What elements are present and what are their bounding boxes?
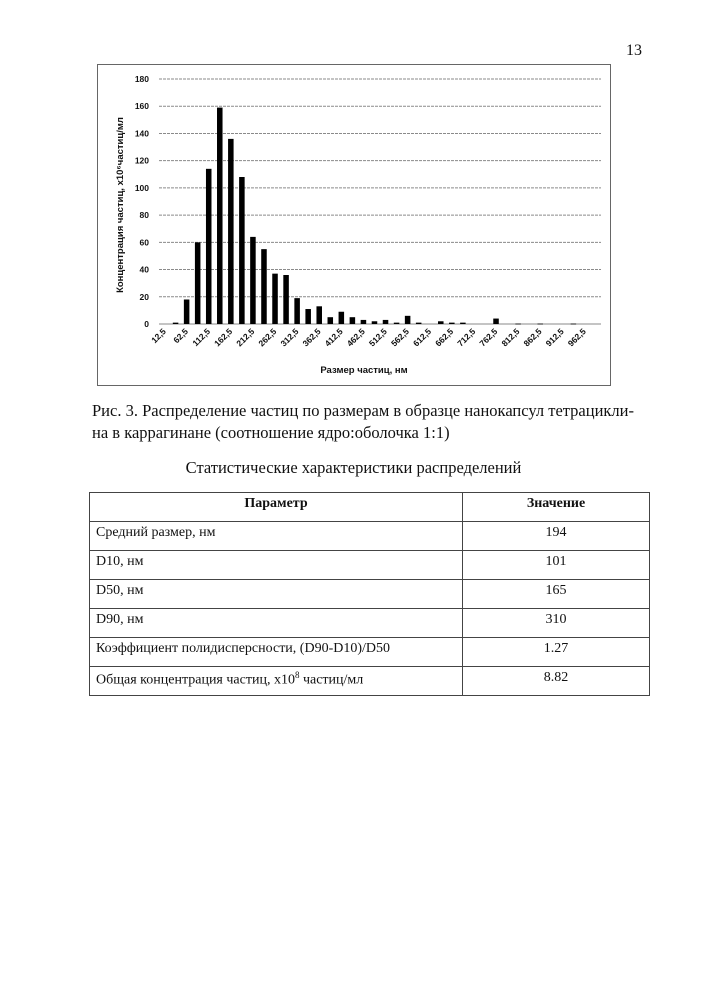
bars (173, 108, 576, 325)
bar-587,5 (416, 323, 422, 324)
value-cell: 310 (463, 609, 650, 638)
param-text: Общая концентрация частиц, x10 (96, 672, 295, 688)
bar-862,5 (537, 324, 543, 325)
bar-262,5 (272, 274, 278, 324)
caption-line-1: Рис. 3. Распределение частиц по размерам в образце нанокапсул тетрацикли- (92, 401, 634, 420)
bar-112,5 (206, 169, 212, 324)
value-cell: 8.82 (463, 667, 650, 696)
table-row (90, 638, 650, 667)
table-row (90, 522, 650, 551)
header-parameter: Параметр (90, 493, 463, 522)
x-tick-label: 762,5 (477, 326, 500, 349)
bar-637,5 (438, 321, 444, 324)
y-tick-labels (135, 74, 149, 329)
table-row (90, 667, 650, 696)
gridlines (159, 79, 601, 324)
bar-chart (98, 65, 610, 385)
y-tick-label: 60 (139, 237, 149, 248)
x-tick-label: 662,5 (433, 326, 456, 349)
value-cell: 1.27 (463, 638, 650, 667)
param-exponent: 8 (294, 670, 300, 680)
y-tick-label: 180 (134, 74, 149, 84)
x-axis-label: Размер частиц, нм (320, 365, 408, 376)
bar-237,5 (261, 249, 267, 324)
table-row (90, 551, 650, 580)
bar-487,5 (372, 321, 378, 324)
bar-87,5 (195, 242, 201, 324)
x-tick-label: 912,5 (543, 326, 566, 349)
param-cell: D10, нм (90, 551, 463, 580)
bar-812,5 (515, 324, 521, 325)
bar-187,5 (239, 177, 245, 324)
bar-437,5 (350, 317, 356, 324)
param-unit: частиц/мл (299, 672, 364, 688)
y-tick-label: 20 (139, 291, 149, 302)
bar-537,5 (394, 323, 400, 324)
y-tick-label: 140 (134, 128, 149, 139)
x-tick-label: 312,5 (278, 326, 301, 349)
param-cell (90, 667, 463, 696)
x-tick-label: 262,5 (256, 326, 279, 349)
y-tick-label: 0 (144, 319, 149, 329)
value-cell: 165 (463, 580, 650, 609)
param-cell: Средний размер, нм (90, 522, 463, 551)
bar-362,5 (316, 306, 322, 324)
x-tick-label: 612,5 (411, 326, 434, 349)
y-tick-label: 80 (139, 210, 149, 221)
statistics-table (89, 492, 650, 696)
bar-137,5 (217, 108, 223, 324)
x-tick-label: 112,5 (190, 326, 213, 349)
x-tick-label: 712,5 (455, 326, 478, 349)
bar-287,5 (283, 275, 289, 324)
x-tick-label: 512,5 (366, 326, 389, 349)
bar-462,5 (361, 320, 367, 324)
bar-687,5 (460, 323, 466, 324)
x-tick-label: 162,5 (212, 326, 235, 349)
x-tick-label: 562,5 (388, 326, 412, 349)
caption-line-2: на в каррагинане (соотношение ядро:оболочка 1:1) (92, 423, 450, 442)
bar-662,5 (449, 323, 455, 324)
bar-337,5 (305, 309, 311, 324)
table-title: Статистические характеристики распределений (185, 458, 522, 477)
bar-512,5 (383, 320, 389, 324)
header-value: Значение (463, 493, 650, 522)
value-cell: 194 (463, 522, 650, 551)
x-tick-labels (149, 326, 588, 348)
table-row (90, 609, 650, 638)
table-row (90, 580, 650, 609)
value-cell: 101 (463, 551, 650, 580)
y-tick-label: 160 (134, 101, 149, 112)
bar-562,5 (405, 316, 411, 324)
bar-412,5 (339, 312, 345, 324)
bar-162,5 (228, 139, 234, 324)
param-cell: Коэффициент полидисперсности, (D90-D10)/D50 (90, 638, 463, 667)
bar-212,5 (250, 237, 256, 324)
x-tick-label: 962,5 (565, 326, 588, 349)
param-cell: D90, нм (90, 609, 463, 638)
page-number: 13 (626, 42, 642, 59)
x-tick-label: 462,5 (344, 326, 367, 349)
chart-frame (97, 64, 611, 386)
y-axis-label: Концентрация частиц, x10⁶частиц/мл (115, 117, 126, 293)
y-tick-label: 120 (134, 155, 149, 166)
y-tick-label: 40 (139, 264, 149, 275)
x-tick-label: 812,5 (499, 326, 522, 349)
x-tick-label: 212,5 (234, 326, 257, 349)
bar-762,5 (493, 319, 499, 324)
x-tick-label: 362,5 (300, 326, 323, 349)
bar-387,5 (328, 317, 334, 324)
x-tick-label: 862,5 (521, 326, 544, 349)
x-tick-label: 412,5 (322, 326, 345, 349)
bar-37,5 (173, 323, 179, 324)
bar-62,5 (184, 300, 190, 325)
x-tick-label: 62,5 (171, 326, 191, 346)
figure-caption (92, 400, 652, 444)
bar-937,5 (571, 324, 577, 325)
bar-312,5 (294, 298, 300, 324)
x-tick-label: 12,5 (149, 326, 168, 346)
y-tick-label: 100 (134, 182, 149, 193)
param-cell: D50, нм (90, 580, 463, 609)
table-header-row (90, 493, 650, 522)
